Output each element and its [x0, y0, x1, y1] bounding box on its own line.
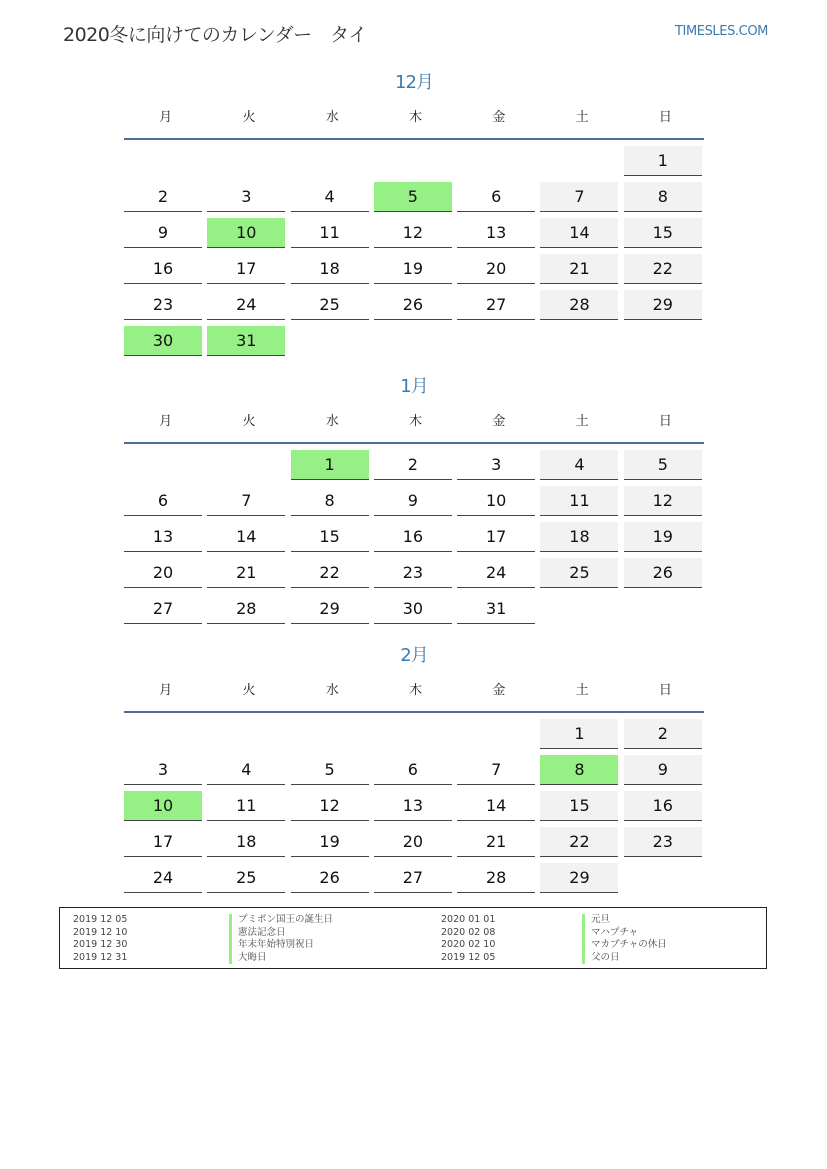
- week-row: [124, 592, 704, 628]
- day-cell: 20: [124, 558, 202, 588]
- day-cell: 4: [291, 182, 369, 212]
- site-logo[interactable]: TIMESLES.COM: [674, 24, 768, 39]
- day-cell: 8: [624, 182, 702, 212]
- weekday-header: [124, 406, 704, 444]
- day-cell: 27: [374, 863, 452, 893]
- empty-day-cell: [457, 326, 535, 356]
- day-cell: 28: [540, 290, 618, 320]
- day-cell: 17: [124, 827, 202, 857]
- day-cell: 20: [457, 254, 535, 284]
- day-cell: 3: [124, 755, 202, 785]
- empty-day-cell: [207, 146, 285, 176]
- day-cell: 10: [457, 486, 535, 516]
- weekday-label: 金: [492, 682, 506, 698]
- day-cell: 1: [540, 719, 618, 749]
- holiday-day-cell: 30: [124, 326, 202, 356]
- week-row: [124, 252, 704, 288]
- holiday-day-cell: 10: [124, 791, 202, 821]
- day-cell: 15: [540, 791, 618, 821]
- day-cell: 9: [374, 486, 452, 516]
- empty-day-cell: [374, 146, 452, 176]
- day-cell: 4: [207, 755, 285, 785]
- day-cell: 18: [540, 522, 618, 552]
- day-cell: 12: [374, 218, 452, 248]
- legend-holiday-name: 憲法記念日: [229, 927, 333, 940]
- day-cell: 25: [540, 558, 618, 588]
- legend-date: 2019 12 10: [73, 926, 128, 938]
- day-cell: 21: [540, 254, 618, 284]
- empty-day-cell: [291, 146, 369, 176]
- day-cell: 26: [624, 558, 702, 588]
- day-cell: 5: [624, 450, 702, 480]
- legend-date: 2019 12 05: [73, 914, 128, 925]
- weekday-header: [124, 675, 704, 713]
- day-cell: 6: [124, 486, 202, 516]
- empty-day-cell: [624, 326, 702, 356]
- day-cell: 11: [291, 218, 369, 248]
- weekday-label: 日: [658, 413, 672, 429]
- legend-date: 2019 12 30: [73, 939, 128, 950]
- legend-holiday-name: 元旦: [582, 914, 667, 927]
- week-row: [124, 288, 704, 324]
- day-cell: 27: [124, 594, 202, 624]
- day-cell: 16: [374, 522, 452, 552]
- week-row: [124, 825, 704, 861]
- empty-day-cell: [540, 326, 618, 356]
- legend-holiday-name: プミポン国王の誕生日: [229, 914, 333, 927]
- day-cell: 29: [624, 290, 702, 320]
- day-cell: 15: [291, 522, 369, 552]
- legend-date: 2020 01 01: [441, 914, 496, 925]
- week-row: [124, 448, 704, 484]
- weekday-label: 金: [492, 413, 506, 429]
- weekday-label: 火: [242, 413, 256, 429]
- day-cell: 7: [457, 755, 535, 785]
- empty-day-cell: [124, 719, 202, 749]
- day-cell: 2: [374, 450, 452, 480]
- month-calendar: [124, 643, 704, 897]
- weekday-label: 水: [325, 413, 339, 429]
- day-cell: 14: [457, 791, 535, 821]
- day-cell: 11: [540, 486, 618, 516]
- weekday-label: 火: [242, 109, 256, 125]
- day-cell: 3: [457, 450, 535, 480]
- holiday-day-cell: 8: [540, 755, 618, 785]
- weekday-label: 木: [409, 413, 423, 429]
- day-cell: 25: [207, 863, 285, 893]
- day-cell: 24: [457, 558, 535, 588]
- day-cell: 6: [457, 182, 535, 212]
- day-cell: 30: [374, 594, 452, 624]
- day-cell: 27: [457, 290, 535, 320]
- day-cell: 5: [291, 755, 369, 785]
- week-row: [124, 484, 704, 520]
- day-cell: 29: [540, 863, 618, 893]
- day-cell: 2: [624, 719, 702, 749]
- day-cell: 18: [291, 254, 369, 284]
- weekday-label: 木: [409, 682, 423, 698]
- page-title: 2020冬に向けてのカレンダー タイ: [63, 24, 367, 46]
- empty-day-cell: [624, 594, 702, 624]
- legend-date: 2019 12 31: [73, 951, 128, 963]
- empty-day-cell: [374, 719, 452, 749]
- day-cell: 24: [124, 863, 202, 893]
- day-cell: 17: [207, 254, 285, 284]
- day-cell: 2: [124, 182, 202, 212]
- day-cell: 9: [124, 218, 202, 248]
- holiday-legend: [59, 907, 767, 969]
- legend-holiday-name: マハプチャ: [582, 927, 667, 940]
- empty-day-cell: [291, 326, 369, 356]
- day-cell: 28: [207, 594, 285, 624]
- weekday-label: 火: [242, 682, 256, 698]
- weekday-label: 日: [658, 682, 672, 698]
- week-row: [124, 180, 704, 216]
- weekday-label: 月: [159, 682, 173, 698]
- month-title: 2月: [400, 645, 428, 666]
- weekday-label: 月: [159, 109, 173, 125]
- day-cell: 7: [207, 486, 285, 516]
- day-cell: 19: [624, 522, 702, 552]
- legend-date: 2019 12 05: [441, 951, 496, 963]
- week-row: [124, 556, 704, 592]
- day-cell: 17: [457, 522, 535, 552]
- weekday-label: 日: [658, 109, 672, 125]
- month-calendar: [124, 374, 704, 628]
- day-cell: 8: [291, 486, 369, 516]
- empty-day-cell: [540, 146, 618, 176]
- day-cell: 13: [124, 522, 202, 552]
- day-cell: 21: [207, 558, 285, 588]
- day-cell: 26: [374, 290, 452, 320]
- day-cell: 31: [457, 594, 535, 624]
- weekday-label: 月: [159, 413, 173, 429]
- day-cell: 6: [374, 755, 452, 785]
- empty-day-cell: [540, 594, 618, 624]
- empty-day-cell: [457, 146, 535, 176]
- legend-date: 2020 02 10: [441, 939, 496, 950]
- empty-day-cell: [374, 326, 452, 356]
- empty-day-cell: [624, 863, 702, 893]
- month-calendar: [124, 70, 704, 360]
- week-row: [124, 144, 704, 180]
- day-cell: 26: [291, 863, 369, 893]
- weekday-label: 金: [492, 109, 506, 125]
- empty-day-cell: [207, 450, 285, 480]
- day-cell: 7: [540, 182, 618, 212]
- legend-holiday-name: 年末年始特別祝日: [229, 939, 333, 952]
- empty-day-cell: [207, 719, 285, 749]
- day-cell: 3: [207, 182, 285, 212]
- weekday-label: 土: [575, 682, 589, 698]
- week-row: [124, 324, 704, 360]
- day-cell: 24: [207, 290, 285, 320]
- day-cell: 4: [540, 450, 618, 480]
- week-row: [124, 520, 704, 556]
- legend-holiday-name: 父の日: [582, 952, 667, 965]
- month-title: 12月: [395, 72, 433, 93]
- day-cell: 23: [624, 827, 702, 857]
- holiday-day-cell: 1: [291, 450, 369, 480]
- day-cell: 22: [540, 827, 618, 857]
- empty-day-cell: [124, 146, 202, 176]
- day-cell: 14: [540, 218, 618, 248]
- day-cell: 22: [624, 254, 702, 284]
- day-cell: 13: [374, 791, 452, 821]
- day-cell: 25: [291, 290, 369, 320]
- holiday-day-cell: 10: [207, 218, 285, 248]
- weekday-label: 土: [575, 109, 589, 125]
- week-row: [124, 861, 704, 897]
- weekday-header: [124, 102, 704, 140]
- empty-day-cell: [457, 719, 535, 749]
- day-cell: 22: [291, 558, 369, 588]
- legend-holiday-name: 大晦日: [229, 952, 333, 965]
- legend-holiday-name: マカブチャの休日: [582, 939, 667, 952]
- day-cell: 12: [291, 791, 369, 821]
- day-cell: 16: [124, 254, 202, 284]
- day-cell: 13: [457, 218, 535, 248]
- day-cell: 1: [624, 146, 702, 176]
- day-cell: 19: [291, 827, 369, 857]
- day-cell: 11: [207, 791, 285, 821]
- day-cell: 12: [624, 486, 702, 516]
- weekday-label: 土: [575, 413, 589, 429]
- day-cell: 28: [457, 863, 535, 893]
- day-cell: 21: [457, 827, 535, 857]
- day-cell: 15: [624, 218, 702, 248]
- day-cell: 23: [374, 558, 452, 588]
- week-row: [124, 717, 704, 753]
- empty-day-cell: [124, 450, 202, 480]
- holiday-day-cell: 5: [374, 182, 452, 212]
- weekday-label: 木: [409, 109, 423, 125]
- week-row: [124, 216, 704, 252]
- day-cell: 16: [624, 791, 702, 821]
- holiday-day-cell: 31: [207, 326, 285, 356]
- weekday-label: 水: [325, 109, 339, 125]
- day-cell: 14: [207, 522, 285, 552]
- week-row: [124, 789, 704, 825]
- day-cell: 29: [291, 594, 369, 624]
- day-cell: 23: [124, 290, 202, 320]
- weekday-label: 水: [325, 682, 339, 698]
- empty-day-cell: [291, 719, 369, 749]
- week-row: [124, 753, 704, 789]
- day-cell: 18: [207, 827, 285, 857]
- legend-date: 2020 02 08: [441, 926, 496, 938]
- day-cell: 19: [374, 254, 452, 284]
- day-cell: 9: [624, 755, 702, 785]
- month-title: 1月: [400, 376, 428, 397]
- day-cell: 20: [374, 827, 452, 857]
